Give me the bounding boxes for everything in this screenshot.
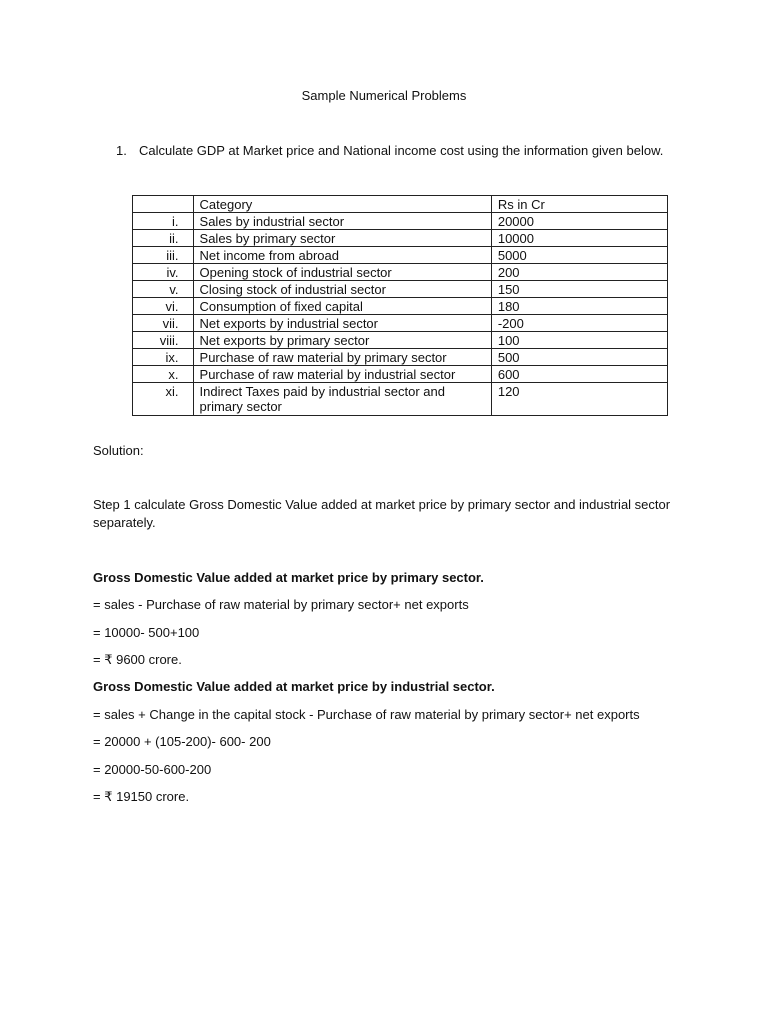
table-row [133,247,668,264]
table-row [133,281,668,298]
table-row [133,383,668,416]
page-title: Sample Numerical Problems [301,88,467,103]
row-num-cell: vii. [133,315,194,332]
table-row [133,264,668,281]
row-category-cell: Net exports by industrial sector [193,315,491,332]
row-category-cell: Sales by industrial sector [193,213,491,230]
table-row [133,315,668,332]
row-category-cell: Indirect Taxes paid by industrial sector and primary sector [193,383,491,416]
industrial-line-1: = sales + Change in the capital stock - Purchase of raw material by primary sector+ net exports [93,707,640,722]
row-num-cell: vi. [133,298,194,315]
step1-text: Step 1 calculate Gross Domestic Value added at market price by primary sector and industrial sector separately. [93,497,671,530]
row-num-cell: i. [133,213,194,230]
row-value-cell: 600 [491,366,667,383]
primary-line-1: = sales - Purchase of raw material by primary sector+ net exports [93,597,469,612]
row-category-cell: Purchase of raw material by primary sector [193,349,491,366]
industrial-line-2: = 20000 + (105-200)- 600- 200 [93,734,271,749]
row-value-cell: 5000 [491,247,667,264]
data-table [132,195,668,416]
row-num-cell: iv. [133,264,194,281]
row-num-cell: viii. [133,332,194,349]
row-value-cell: 20000 [491,213,667,230]
row-num-cell: ix. [133,349,194,366]
industrial-result: = ₹ 19150 crore. [93,789,190,804]
row-value-cell: 180 [491,298,667,315]
header-category-cell: Category [193,196,491,213]
question-1 [116,142,676,160]
table-row [133,298,668,315]
question-number: 1. [116,143,127,158]
row-category-cell: Net income from abroad [193,247,491,264]
row-value-cell: -200 [491,315,667,332]
row-value-cell: 500 [491,349,667,366]
solution-label: Solution: [93,443,144,458]
industrial-heading: Gross Domestic Value added at market price by industrial sector. [93,679,495,694]
table-row [133,230,668,247]
row-category-cell: Sales by primary sector [193,230,491,247]
row-category-cell: Opening stock of industrial sector [193,264,491,281]
row-num-cell: xi. [133,383,194,416]
row-value-cell: 100 [491,332,667,349]
row-value-cell: 10000 [491,230,667,247]
row-value-cell: 200 [491,264,667,281]
primary-heading: Gross Domestic Value added at market price by primary sector. [93,570,484,585]
table-row [133,332,668,349]
header-value-cell: Rs in Cr [491,196,667,213]
header-num-cell [133,196,194,213]
row-num-cell: iii. [133,247,194,264]
row-category-cell: Closing stock of industrial sector [193,281,491,298]
primary-line-2: = 10000- 500+100 [93,625,200,640]
industrial-line-3: = 20000-50-600-200 [93,762,212,777]
row-num-cell: v. [133,281,194,298]
row-category-cell: Net exports by primary sector [193,332,491,349]
row-category-cell: Consumption of fixed capital [193,298,491,315]
row-value-cell: 120 [491,383,667,416]
row-num-cell: x. [133,366,194,383]
table-row [133,213,668,230]
primary-result: = ₹ 9600 crore. [93,652,182,667]
row-value-cell: 150 [491,281,667,298]
question-text: Calculate GDP at Market price and National income cost using the information given below. [139,143,664,158]
row-category-cell: Purchase of raw material by industrial sector [193,366,491,383]
row-num-cell: ii. [133,230,194,247]
table-row [133,349,668,366]
table-header-row [133,196,668,213]
table-row [133,366,668,383]
